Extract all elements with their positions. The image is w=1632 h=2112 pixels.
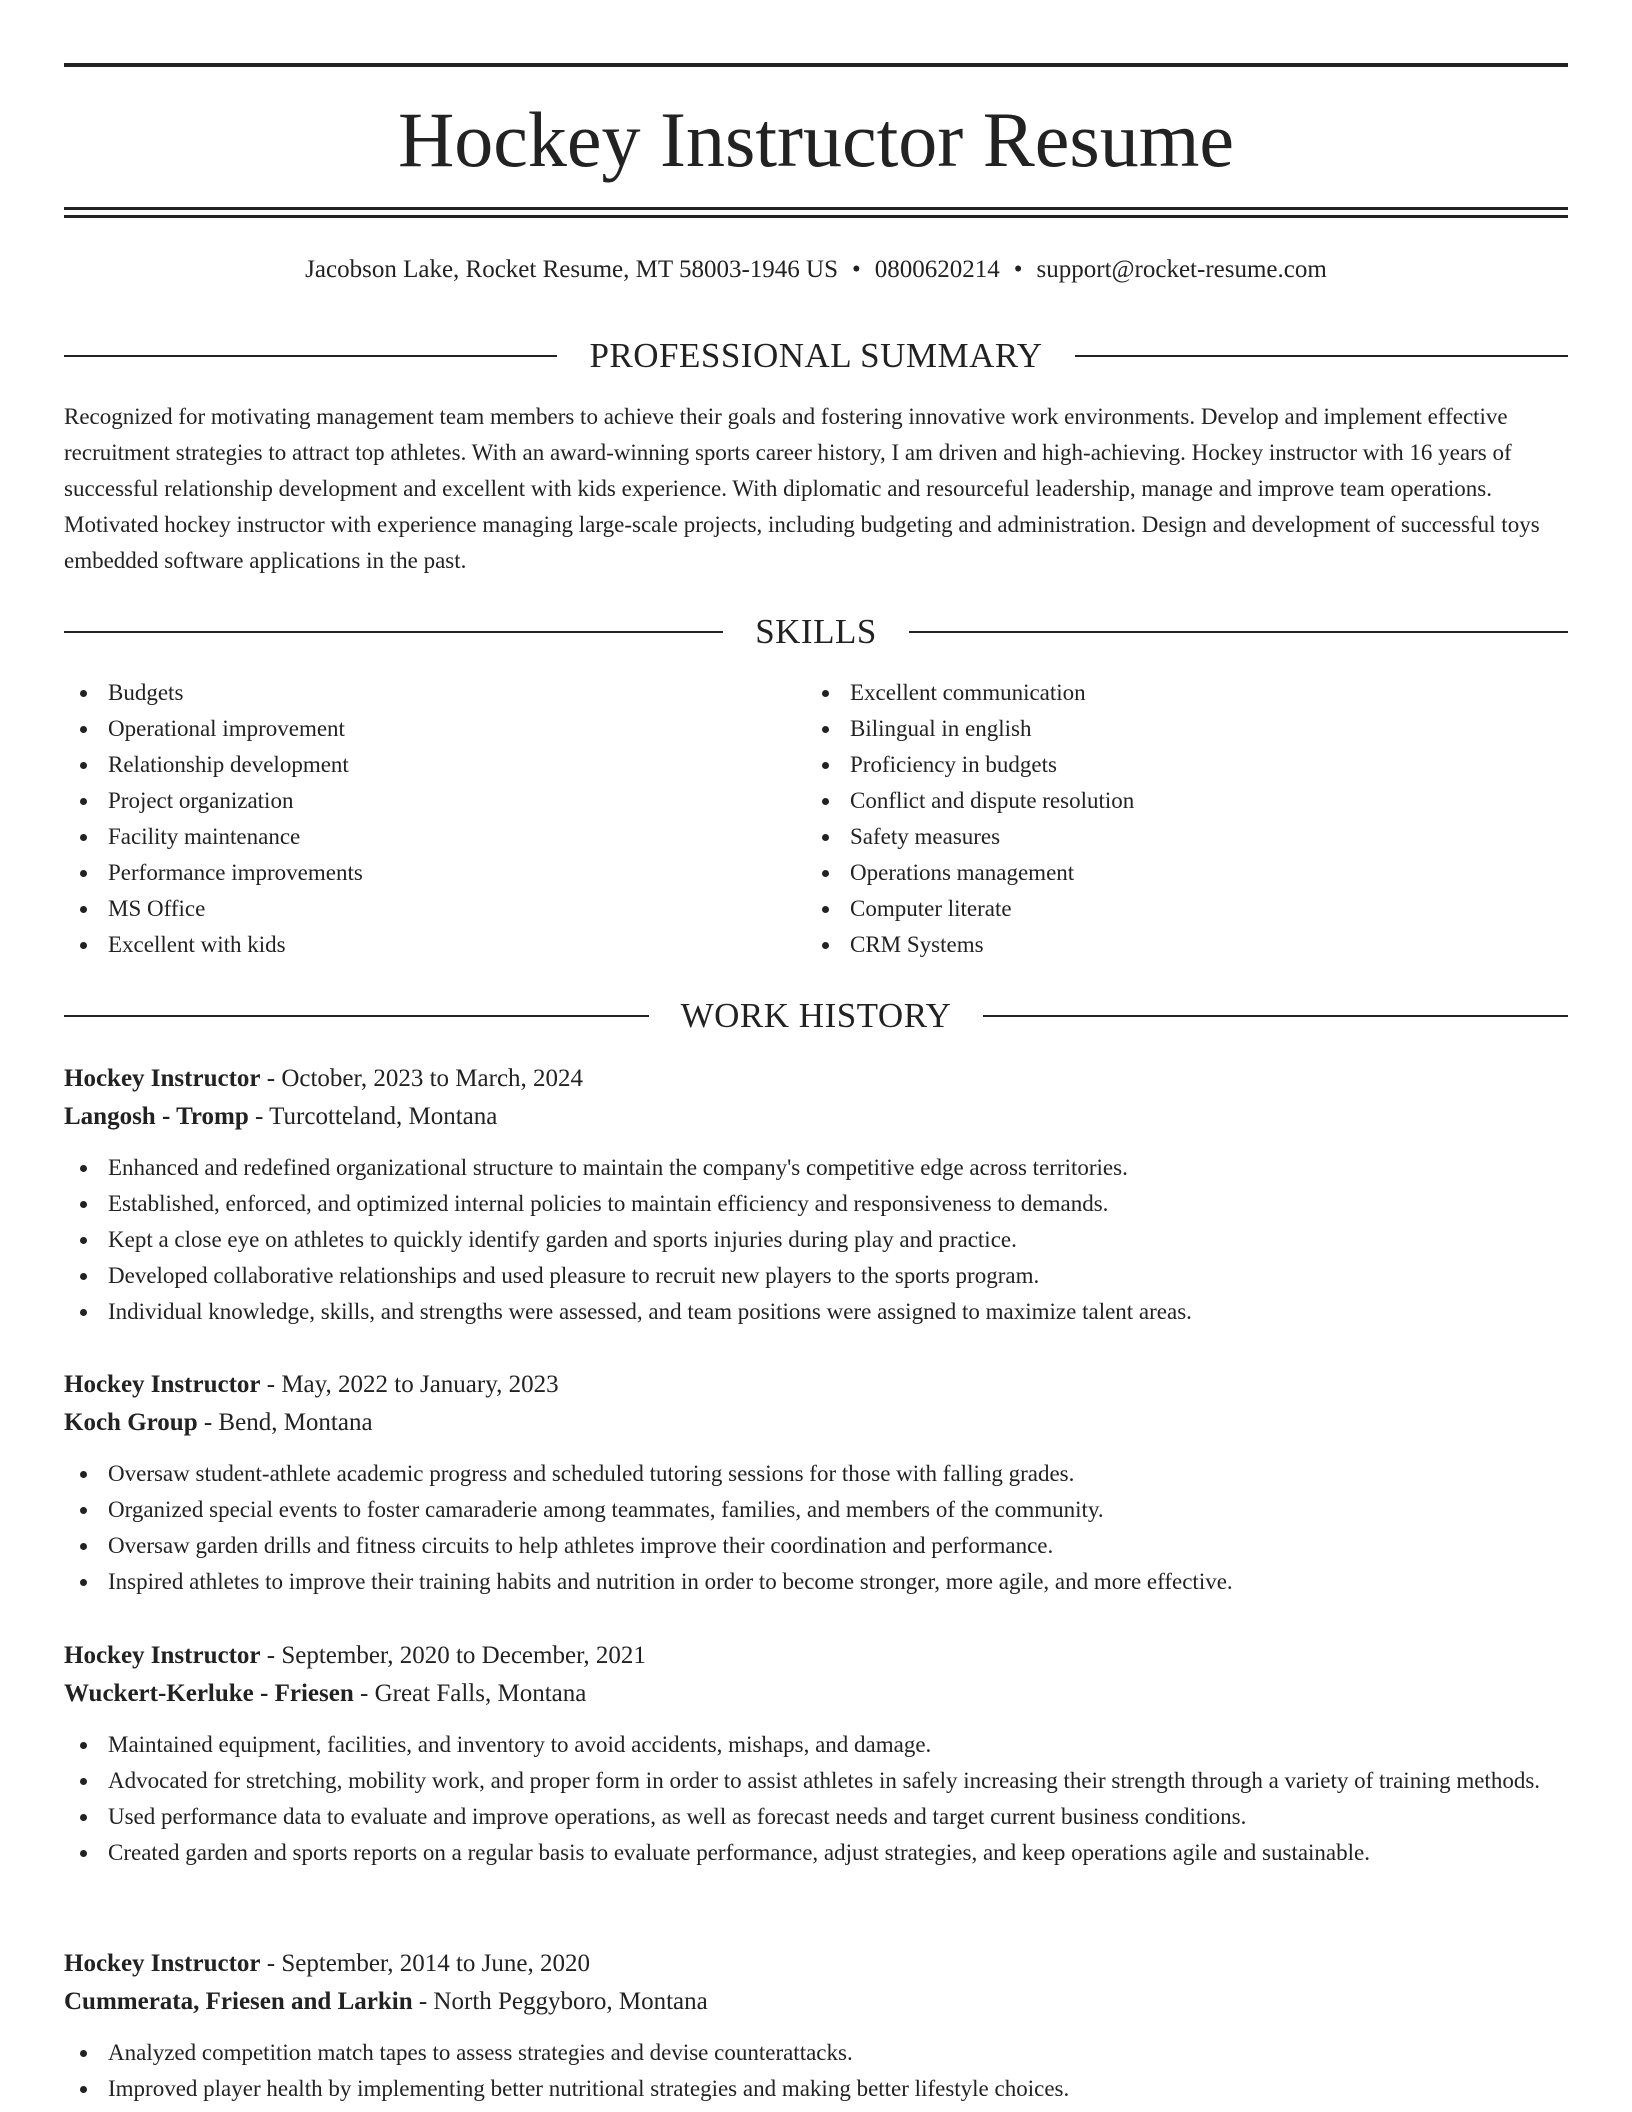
job-company: Koch Group	[64, 1409, 198, 1436]
title-rule-lower	[64, 215, 1568, 218]
job-title: Hockey Instructor	[64, 1950, 261, 1977]
top-rule	[64, 63, 1568, 67]
job-bullets	[64, 1150, 1568, 1330]
contact-phone: 0800620214	[874, 256, 1000, 283]
job-bullet: Advocated for stretching, mobility work, and proper form in order to assist athletes in safely increasing their strength through a variety of training methods.	[64, 1763, 1568, 1799]
job-company-line	[64, 1675, 1568, 1713]
job-bullet: Oversaw student-athlete academic progress and scheduled tutoring sessions for those with falling grades.	[64, 1456, 1568, 1492]
job-entry	[64, 1366, 1568, 1600]
job-bullet: Analyzed competition match tapes to assess strategies and devise counterattacks.	[64, 2035, 1568, 2071]
skill-item: Excellent communication	[806, 675, 1546, 711]
job-title: Hockey Instructor	[64, 1642, 261, 1669]
job-company: Wuckert-Kerluke - Friesen	[64, 1680, 354, 1707]
heading-rule-right	[909, 631, 1568, 633]
job-bullet: Individual knowledge, skills, and strengths were assessed, and team positions were assigned to maximize talent areas.	[64, 1294, 1568, 1330]
skill-item: Computer literate	[806, 891, 1546, 927]
job-title: Hockey Instructor	[64, 1065, 261, 1092]
job-entry	[64, 1637, 1568, 1871]
contact-address: Jacobson Lake, Rocket Resume, MT 58003-1946 US	[305, 256, 838, 283]
heading-rule-left	[64, 1015, 649, 1017]
job-company-line	[64, 1098, 1568, 1136]
skill-item: Budgets	[64, 675, 804, 711]
job-dates: - September, 2014 to June, 2020	[260, 1950, 591, 1977]
contact-separator: •	[1013, 256, 1023, 283]
heading-rule-right	[1075, 355, 1568, 357]
job-bullet: Inspired athletes to improve their training habits and nutrition in order to become stronger, more agile, and more effective.	[64, 1564, 1568, 1600]
job-bullet: Established, enforced, and optimized internal policies to maintain efficiency and responsiveness to demands.	[64, 1186, 1568, 1222]
contact-line	[64, 252, 1568, 288]
skill-item: Project organization	[64, 783, 804, 819]
job-location: - Bend, Montana	[197, 1409, 373, 1436]
skills-heading	[64, 610, 1568, 654]
skill-item: Safety measures	[806, 819, 1546, 855]
work-history-heading	[64, 994, 1568, 1038]
job-dates: - September, 2020 to December, 2021	[260, 1642, 646, 1669]
skill-item: MS Office	[64, 891, 804, 927]
resume-title: Hockey Instructor Resume	[397, 96, 1235, 183]
job-bullet: Organized special events to foster camaraderie among teammates, families, and members of the community.	[64, 1492, 1568, 1528]
job-bullet: Improved player health by implementing better nutritional strategies and making better lifestyle choices.	[64, 2071, 1568, 2107]
job-bullets	[64, 1456, 1568, 1600]
job-title-line	[64, 1637, 1568, 1675]
summary-text: Recognized for motivating management team members to achieve their goals and fostering innovative work environments. Develop and implement effective recruitment strategies to attract top athletes. With an award-winning sports career history, I am driven and high-achieving. Hockey instructor with 16 years of successful relationship development and excellent with kids experience. With diplomatic and resourceful leadership, manage and improve team operations. Motivated hockey instructor with experience managing large-scale projects, including budgeting and administration. Design and development of successful toys embedded software applications in the past.	[64, 404, 1540, 573]
skill-item: CRM Systems	[806, 927, 1546, 963]
work-history-heading-label: WORK HISTORY	[680, 996, 952, 1035]
job-company-line	[64, 1404, 1568, 1442]
summary-heading-label: PROFESSIONAL SUMMARY	[589, 336, 1043, 375]
job-bullet: Enhanced and redefined organizational structure to maintain the company's competitive edge across territories.	[64, 1150, 1568, 1186]
skill-item: Conflict and dispute resolution	[806, 783, 1546, 819]
job-bullet: Kept a close eye on athletes to quickly identify garden and sports injuries during play and practice.	[64, 1222, 1568, 1258]
job-title-line	[64, 1366, 1568, 1404]
job-title: Hockey Instructor	[64, 1371, 261, 1398]
job-title-line	[64, 1060, 1568, 1098]
job-bullets	[64, 2035, 1568, 2107]
skills-list-right	[806, 675, 1546, 963]
job-dates: - May, 2022 to January, 2023	[260, 1371, 559, 1398]
skill-item: Proficiency in budgets	[806, 747, 1546, 783]
skill-item: Relationship development	[64, 747, 804, 783]
job-entry	[64, 1060, 1568, 1330]
contact-email: support@rocket-resume.com	[1036, 256, 1327, 283]
job-dates: - October, 2023 to March, 2024	[260, 1065, 584, 1092]
skill-item: Excellent with kids	[64, 927, 804, 963]
skill-item: Facility maintenance	[64, 819, 804, 855]
skill-item: Operational improvement	[64, 711, 804, 747]
job-location: - North Peggyboro, Montana	[412, 1988, 708, 2015]
job-bullet: Created garden and sports reports on a regular basis to evaluate performance, adjust strategies, and keep operations agile and sustainable.	[64, 1835, 1568, 1871]
skill-item: Performance improvements	[64, 855, 804, 891]
title-rule-upper	[64, 207, 1568, 210]
skills-list-left	[64, 675, 804, 963]
job-bullet: Used performance data to evaluate and improve operations, as well as forecast needs and target current business conditions.	[64, 1799, 1568, 1835]
job-bullet: Oversaw garden drills and fitness circuits to help athletes improve their coordination and performance.	[64, 1528, 1568, 1564]
job-bullet: Developed collaborative relationships and used pleasure to recruit new players to the sports program.	[64, 1258, 1568, 1294]
summary-heading	[64, 334, 1568, 378]
heading-rule-left	[64, 631, 723, 633]
heading-rule-left	[64, 355, 557, 357]
job-entry	[64, 1945, 1568, 2107]
skill-item: Bilingual in english	[806, 711, 1546, 747]
job-company: Cummerata, Friesen and Larkin	[64, 1988, 413, 2015]
job-title-line	[64, 1945, 1568, 1983]
skill-item: Operations management	[806, 855, 1546, 891]
contact-separator: •	[851, 256, 861, 283]
job-company-line	[64, 1983, 1568, 2021]
skills-heading-label: SKILLS	[755, 612, 877, 651]
job-bullets	[64, 1727, 1568, 1871]
job-bullet: Maintained equipment, facilities, and inventory to avoid accidents, mishaps, and damage.	[64, 1727, 1568, 1763]
job-company: Langosh - Tromp	[64, 1103, 249, 1130]
job-location: - Turcotteland, Montana	[248, 1103, 498, 1130]
heading-rule-right	[983, 1015, 1568, 1017]
job-location: - Great Falls, Montana	[353, 1680, 587, 1707]
